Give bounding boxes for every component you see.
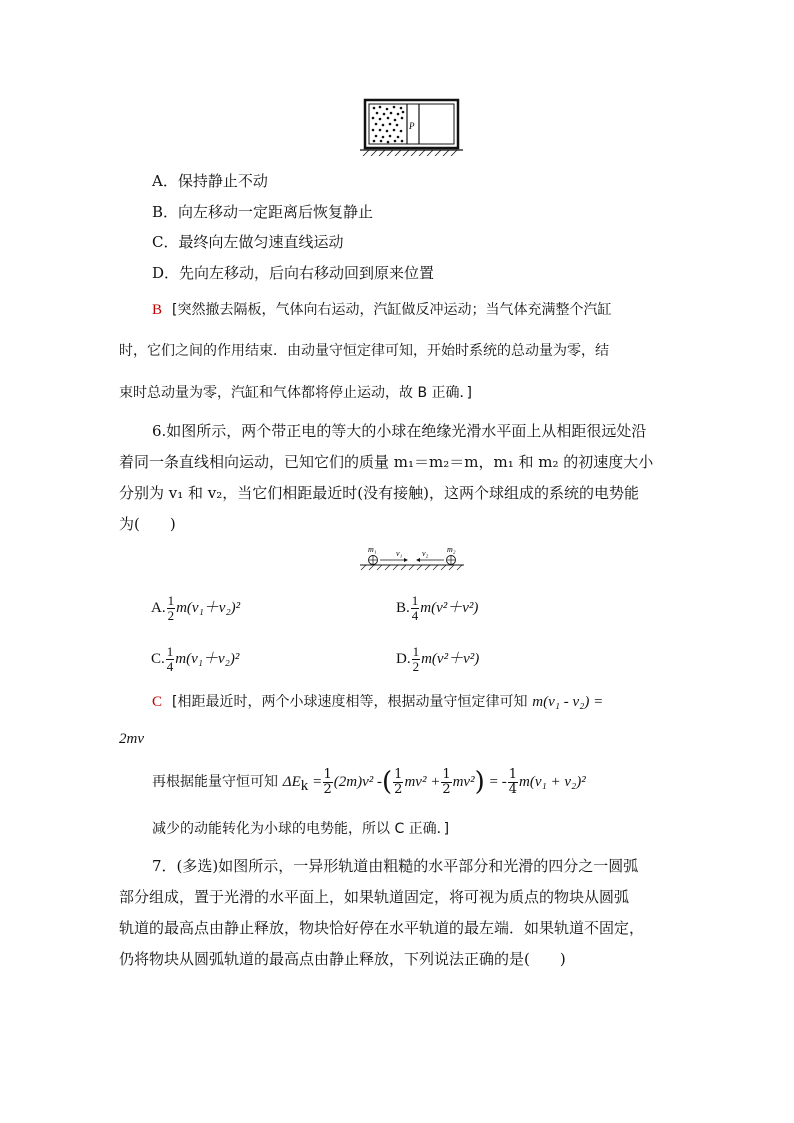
q6-answer-line2: 2mv bbox=[119, 731, 144, 747]
q6-option-c: C. $\frac{1}{4}$ m(v₁＋v₂)² bbox=[151, 644, 240, 674]
q6-stem-line3: 分别为 v₁ 和 v₂，当它们相距最近时(没有接触)，这两个球组成的系统的电势能 bbox=[119, 484, 639, 502]
q7-stem-line1: 7．(多选)如图所示，一异形轨道由粗糙的水平部分和光滑的四分之一圆弧 bbox=[152, 857, 639, 875]
q7-stem-line3: 轨道的最高点由静止释放，物块恰好停在水平轨道的最左端．如果轨道不固定， bbox=[119, 919, 645, 937]
m2-label: m₂ bbox=[447, 545, 456, 554]
q6-stem-line1: 6.如图所示，两个带正电的等大的小球在绝缘光滑水平面上从相距很远处沿 bbox=[152, 422, 647, 440]
q6-answer-line3: 再根据能量守恒可知 $\Delta E_k$ = $\frac{1}{2}$ (2m)v² -( $\frac{1}{2}$ mv² + $\frac{1}{2}$ mv²) = - $\frac{1}{4}$ m(v₁ + v₂)² bbox=[152, 766, 586, 797]
q5-answer-letter: B bbox=[152, 302, 163, 318]
q5-explanation-1: [突然撤去隔板，气体向右运动，汽缸做反冲运动；当气体充满整个汽缸 bbox=[172, 302, 612, 318]
q6-stem-line2: 着同一条直线相向运动，已知它们的质量 m₁＝m₂＝m，m₁ 和 m₂ 的初速度大小 bbox=[119, 453, 654, 471]
q5-option-d: D．先向左移动，后向右移动回到原来位置 bbox=[152, 264, 435, 282]
two-balls-figure bbox=[358, 544, 468, 574]
q6-answer-letter: C bbox=[152, 694, 163, 710]
q5-answer-line3: 束时总动量为零，汽缸和气体都将停止运动，故 B 正确．] bbox=[119, 385, 472, 401]
q5-option-a: A．保持静止不动 bbox=[152, 172, 268, 190]
q5-answer-line2: 时，它们之间的作用结束．由动量守恒定律可知，开始时系统的总动量为零，结 bbox=[119, 343, 609, 359]
q5-answer-line1 bbox=[152, 299, 611, 320]
q6-answer-line4: 减少的动能转化为小球的电势能，所以 C 正确．] bbox=[152, 821, 450, 837]
q7-stem-line2: 部分组成，置于光滑的水平面上，如果轨道固定，将可视为质点的物块从圆弧 bbox=[119, 888, 630, 906]
q6-option-a: A. $\frac{1}{2}$ m(v₁＋v₂)² bbox=[151, 593, 241, 623]
q6-stem-line4: 为( ) bbox=[119, 515, 176, 533]
q6-answer-line1: C [相距最近时，两个小球速度相等，根据动量守恒定律可知 m(v₁ - v₂) = bbox=[152, 694, 604, 710]
m1-label: m₁ bbox=[368, 545, 377, 554]
v1-label: v₁ bbox=[396, 549, 403, 558]
q6-option-d: D. $\frac{1}{2}$ m(v²＋v²) bbox=[396, 644, 480, 674]
q6-option-b: B. $\frac{1}{4}$ m(v²＋v²) bbox=[396, 593, 479, 623]
v2-label: v₂ bbox=[422, 549, 429, 558]
cylinder-figure bbox=[360, 98, 465, 158]
q5-option-b: B．向左移动一定距离后恢复静止 bbox=[152, 203, 374, 221]
q7-stem-line4: 仍将物块从圆弧轨道的最高点由静止释放，下列说法正确的是( ) bbox=[119, 950, 566, 968]
q5-option-c: C．最终向左做匀速直线运动 bbox=[152, 233, 344, 251]
partition-label: P bbox=[409, 121, 415, 131]
